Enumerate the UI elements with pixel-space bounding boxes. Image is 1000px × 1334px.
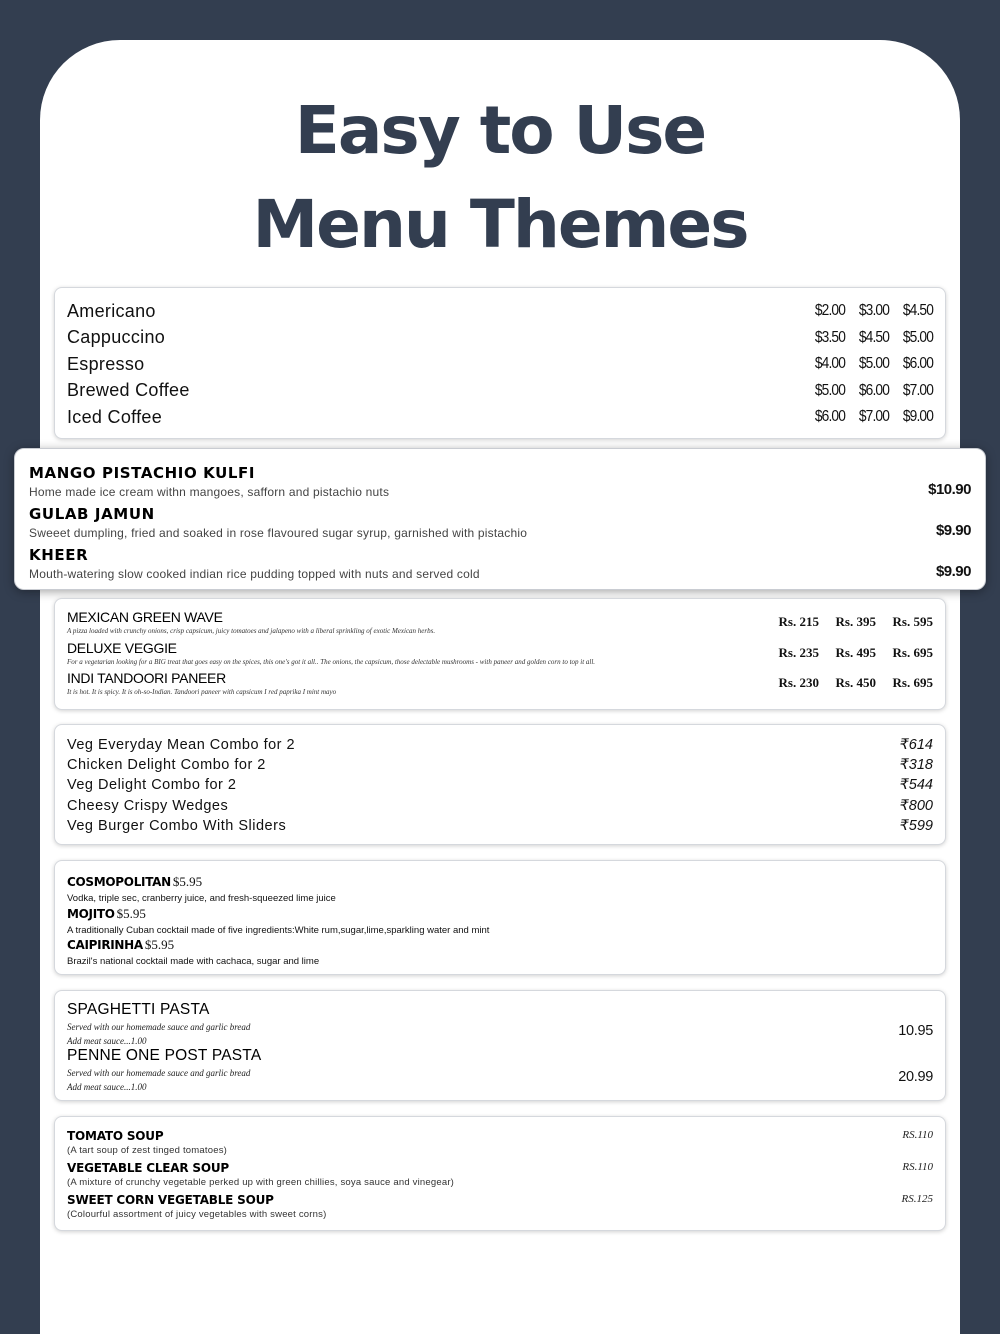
item-description: Home made ice cream withn mangoes, safforn and pistachio nuts xyxy=(29,485,390,499)
menu-item xyxy=(67,325,933,352)
menu-theme-card-soup[interactable] xyxy=(54,1116,946,1231)
menu-item xyxy=(67,298,933,325)
item-name: Brewed Coffee xyxy=(67,380,190,401)
item-description: Vodka, triple sec, cranberry juice, and fresh-squeezed lime juice xyxy=(67,893,336,904)
item-price-small: Rs. 215 xyxy=(778,614,819,629)
item-price-large: $4.50 xyxy=(902,302,933,320)
item-price: $5.95 xyxy=(172,874,203,889)
item-name: Veg Burger Combo With Sliders xyxy=(67,817,287,834)
menu-item xyxy=(67,1129,933,1161)
item-price-medium: $3.00 xyxy=(858,302,889,320)
menu-item xyxy=(67,1047,933,1093)
item-title: SPAGHETTI PASTA xyxy=(67,1001,210,1018)
item-price: 10.95 xyxy=(898,1023,933,1039)
item-title: KHEER xyxy=(29,546,89,564)
item-price-small: Rs. 235 xyxy=(778,644,819,660)
item-price-medium: Rs. 450 xyxy=(835,675,876,690)
menu-item xyxy=(67,735,933,755)
item-price: ₹614 xyxy=(899,737,933,754)
item-name: Veg Everyday Mean Combo for 2 xyxy=(67,737,296,754)
menu-item xyxy=(67,775,933,795)
menu-item xyxy=(67,905,933,937)
item-price-small: $5.00 xyxy=(814,381,845,399)
item-description: Served with our homemade sauce and garlic bread xyxy=(67,1022,251,1032)
menu-item xyxy=(67,936,933,968)
item-title: GULAB JAMUN xyxy=(29,505,155,523)
item-price: ₹800 xyxy=(899,797,933,814)
menu-theme-card-combo[interactable] xyxy=(54,724,946,845)
item-price-medium: $6.00 xyxy=(858,381,889,399)
item-price: RS.110 xyxy=(902,1129,933,1141)
item-title: MANGO PISTACHIO KULFI xyxy=(29,464,256,482)
item-name: Cappuccino xyxy=(67,327,166,348)
item-description: (Colourful assortment of juicy vegetables with sweet corns) xyxy=(67,1209,327,1220)
item-addon: Add meat sauce...1.00 xyxy=(67,1082,147,1092)
menu-item xyxy=(67,351,933,378)
item-price-small: $3.50 xyxy=(814,328,845,346)
item-description: It is hot. It is spicy. It is oh-so-Indian. Tandoori paneer with capsicum I red paprika I mint mayo xyxy=(67,688,337,696)
item-description: (A mixture of crunchy vegetable perked up with green chillies, soya sauce and vinegear) xyxy=(67,1177,455,1188)
item-price-small: $4.00 xyxy=(814,355,845,373)
item-price: ₹318 xyxy=(899,757,933,774)
item-title: MOJITO xyxy=(67,906,115,921)
item-price-medium: $4.50 xyxy=(858,328,889,346)
item-title: SWEET CORN VEGETABLE SOUP xyxy=(67,1193,274,1207)
item-title: CAIPIRINHA xyxy=(67,938,143,952)
item-name: Cheesy Crispy Wedges xyxy=(67,797,229,814)
item-price: $5.95 xyxy=(144,937,175,952)
menu-item xyxy=(67,1001,933,1047)
item-price-small: $2.00 xyxy=(814,302,845,320)
item-price: $9.90 xyxy=(935,522,971,539)
item-price-large: $9.00 xyxy=(902,408,933,426)
item-price: $9.90 xyxy=(935,563,971,580)
item-price: ₹599 xyxy=(899,817,933,834)
item-description: Served with our homemade sauce and garlic bread xyxy=(67,1068,251,1078)
menu-theme-card-dessert-selected[interactable] xyxy=(14,448,986,590)
item-price-large: $7.00 xyxy=(902,381,933,399)
item-description: Brazil's national cocktail made with cachaca, sugar and lime xyxy=(67,956,320,967)
item-description: (A tart soup of zest tinged tomatoes) xyxy=(67,1145,228,1156)
item-price-medium: $7.00 xyxy=(858,408,889,426)
menu-item xyxy=(29,502,971,543)
item-name: Americano xyxy=(67,300,156,321)
menu-item xyxy=(67,816,933,836)
item-addon: Add meat sauce...1.00 xyxy=(67,1036,147,1046)
menu-theme-card-coffee[interactable] xyxy=(54,287,946,439)
item-name: Espresso xyxy=(67,353,145,374)
headline-line-1: Easy to Use xyxy=(294,92,706,169)
menu-item xyxy=(67,873,933,905)
menu-item xyxy=(67,796,933,816)
menu-item xyxy=(67,1193,933,1225)
item-title: MEXICAN GREEN WAVE xyxy=(67,609,223,625)
menu-item xyxy=(67,609,933,640)
menu-item xyxy=(67,670,933,701)
menu-theme-card-pizza[interactable] xyxy=(54,598,946,710)
menu-item xyxy=(67,755,933,775)
item-price: RS.125 xyxy=(901,1193,933,1205)
item-price-large: Rs. 695 xyxy=(892,644,933,660)
item-name: Chicken Delight Combo for 2 xyxy=(67,757,266,774)
menu-item xyxy=(29,461,971,502)
item-price: ₹544 xyxy=(899,777,933,794)
item-title: PENNE ONE POST PASTA xyxy=(67,1047,262,1064)
menu-item xyxy=(67,404,933,431)
item-description: A pizza loaded with crunchy onions, crisp capsicum, juicy tomatoes and jalapeno with a liberal sprinkling of exotic Mexican herbs. xyxy=(67,627,436,635)
menu-theme-card-pasta[interactable] xyxy=(54,990,946,1101)
item-description: Mouth-watering slow cooked indian rice pudding topped with nuts and served cold xyxy=(29,567,480,581)
menu-item xyxy=(67,1161,933,1193)
item-title: TOMATO SOUP xyxy=(67,1129,164,1143)
item-name: Iced Coffee xyxy=(67,406,163,427)
item-title: DELUXE VEGGIE xyxy=(67,639,177,656)
headline-line-2: Menu Themes xyxy=(252,186,748,263)
item-price: 20.99 xyxy=(898,1069,933,1085)
item-price-medium: Rs. 395 xyxy=(835,614,876,629)
item-title: INDI TANDOORI PANEER xyxy=(67,670,226,686)
item-description: For a vegetarian looking for a BIG treat that goes easy on the spices, this one's got it all.. The onions, the capsicum, those delectable mushrooms - with paneer and golden corn to top it all. xyxy=(67,657,596,666)
item-price: $5.95 xyxy=(116,905,146,921)
item-price: RS.110 xyxy=(902,1161,933,1173)
item-price: $10.90 xyxy=(928,481,971,498)
item-price-medium: $5.00 xyxy=(858,355,889,373)
item-price-small: $6.00 xyxy=(814,408,845,426)
item-price-small: Rs. 230 xyxy=(778,675,819,690)
item-price-medium: Rs. 495 xyxy=(835,644,876,660)
menu-item xyxy=(67,378,933,405)
headline xyxy=(0,84,1000,272)
item-title: COSMOPOLITAN xyxy=(67,875,171,889)
item-price-large: Rs. 595 xyxy=(892,614,933,629)
item-price-large: Rs. 695 xyxy=(892,675,933,690)
menu-item xyxy=(29,543,971,584)
item-price-large: $6.00 xyxy=(902,355,933,373)
menu-item xyxy=(67,640,933,671)
item-title: VEGETABLE CLEAR SOUP xyxy=(67,1161,229,1175)
item-price-large: $5.00 xyxy=(902,328,933,346)
item-name: Veg Delight Combo for 2 xyxy=(67,777,237,794)
item-description: A traditionally Cuban cocktail made of five ingredients:White rum,sugar,lime,sparkling water and mint xyxy=(67,924,490,936)
item-description: Sweeet dumpling, fried and soaked in rose flavoured sugar syrup, garnished with pistachio xyxy=(29,526,528,540)
menu-theme-card-cocktail[interactable] xyxy=(54,860,946,975)
